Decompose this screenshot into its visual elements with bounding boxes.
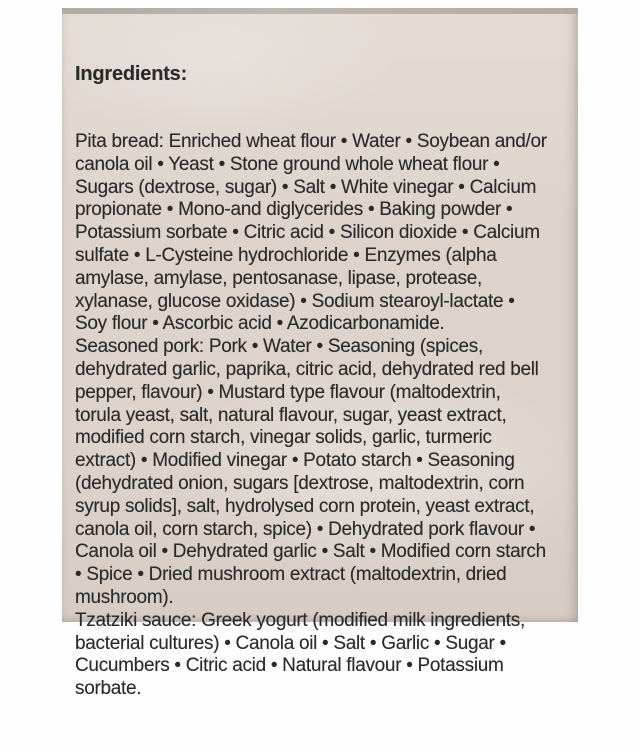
ingredient-line: modified corn starch, vinegar solids, garlic, turmeric — [75, 427, 492, 449]
ingredient-line: bacterial cultures) • Canola oil • Salt • Garlic • Sugar • — [75, 632, 506, 654]
ingredient-line: propionate • Mono-and diglycerides • Baking powder • — [75, 199, 513, 221]
package-fold-edge — [62, 8, 578, 14]
ingredient-line: amylase, amylase, pentosanase, lipase, protease, — [75, 267, 483, 289]
ingredient-line: Canola oil • Dehydrated garlic • Salt • Modified corn starch — [75, 541, 546, 563]
ingredients-text-block — [75, 17, 574, 700]
ingredient-line: mushroom). — [75, 586, 174, 608]
ingredient-line: • Spice • Dried mushroom extract (maltodextrin, dried — [75, 564, 507, 586]
ingredient-line: canola oil • Yeast • Stone ground whole wheat flour • — [75, 153, 500, 175]
ingredient-line: pepper, flavour) • Mustard type flavour (maltodextrin, — [75, 381, 501, 403]
ingredient-line: Pita bread: Enriched wheat flour • Water • Soybean and/or — [75, 130, 547, 152]
ingredient-line: canola oil, corn starch, spice) • Dehydrated pork flavour • — [75, 518, 536, 540]
ingredient-line: xylanase, glucose oxidase) • Sodium stearoyl-lactate • — [75, 290, 515, 312]
ingredient-line: Tzatziki sauce: Greek yogurt (modified milk ingredients, — [75, 609, 525, 631]
ingredient-line: Potassium sorbate • Citric acid • Silicon dioxide • Calcium — [75, 222, 540, 244]
ingredients-heading: Ingredients: — [75, 62, 188, 85]
ingredient-line: Cucumbers • Citric acid • Natural flavour • Potassium — [75, 655, 504, 677]
ingredient-line: extract) • Modified vinegar • Potato starch • Seasoning — [75, 450, 515, 472]
ingredient-line: syrup solids], salt, hydrolysed corn protein, yeast extract, — [75, 495, 535, 517]
ingredient-line: Sugars (dextrose, sugar) • Salt • White vinegar • Calcium — [75, 176, 537, 198]
ingredient-line: (dehydrated onion, sugars [dextrose, maltodextrin, corn — [75, 472, 525, 494]
ingredient-line: Soy flour • Ascorbic acid • Azodicarbonamide. — [75, 313, 445, 335]
ingredients-lines — [75, 131, 574, 701]
ingredients-label — [62, 8, 578, 700]
ingredient-line: sorbate. — [75, 678, 142, 700]
ingredient-line: dehydrated garlic, paprika, citric acid, dehydrated red bell — [75, 358, 539, 380]
ingredient-line: torula yeast, salt, natural flavour, sugar, yeast extract, — [75, 404, 507, 426]
ingredient-line: sulfate • L-Cysteine hydrochloride • Enzymes (alpha — [75, 244, 497, 266]
ingredient-line: Seasoned pork: Pork • Water • Seasoning (spices, — [75, 336, 483, 358]
